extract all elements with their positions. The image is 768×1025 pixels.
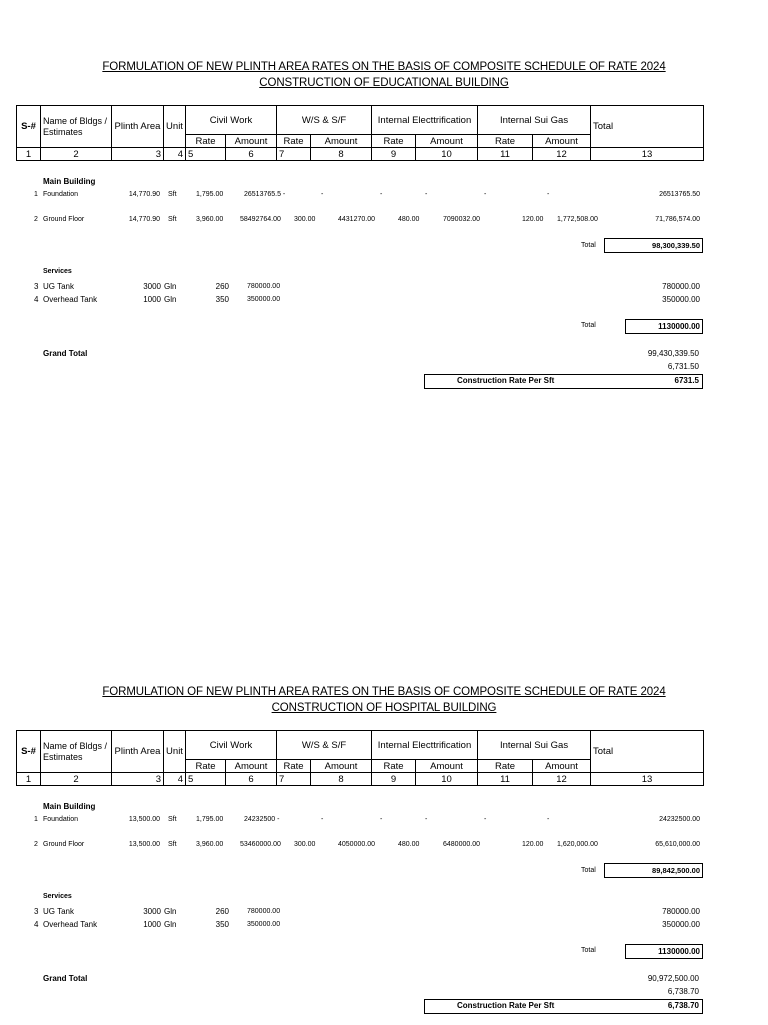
- ws-rate: -: [321, 816, 324, 823]
- col-number: 2: [41, 148, 112, 161]
- col-number: 1: [17, 148, 41, 161]
- civil-rate: 1,795.00: [196, 816, 224, 823]
- row-name: Foundation: [43, 816, 79, 823]
- col-number: 3: [112, 773, 164, 786]
- sheet-title: FORMULATION OF NEW PLINTH AREA RATES ON THE BASIS OF COMPOSITE SCHEDULE OF RATE 2024: [102, 61, 666, 73]
- col-number: 1: [17, 773, 41, 786]
- col-number: 9: [372, 148, 416, 161]
- gas-amount: 1,620,000.00: [557, 841, 598, 848]
- col-rate: Rate: [372, 135, 416, 148]
- row-number: 1: [34, 191, 38, 198]
- col-rate: Rate: [478, 135, 533, 148]
- row-total: 71,786,574.00: [655, 216, 700, 223]
- grand-total-label: Grand Total: [43, 974, 88, 983]
- row-total: 780000.00: [662, 282, 700, 291]
- elec-rate: 480.00: [398, 216, 420, 223]
- row-number: 1: [34, 816, 38, 823]
- rate-per-sft-label: Construction Rate Per Sft: [457, 1001, 555, 1010]
- col-amount: Amount: [533, 135, 591, 148]
- col-unit: Unit: [164, 731, 186, 773]
- ws-amount: 4431270.00: [338, 216, 375, 223]
- col-number: 13: [591, 148, 704, 161]
- col-number: 8: [311, 148, 372, 161]
- col-civil: Civil Work: [186, 106, 277, 135]
- services-label: Services: [43, 893, 72, 900]
- total-label: Total: [581, 867, 596, 874]
- col-name: Name of Bldgs / Estimates: [41, 731, 112, 773]
- plinth-area: 14,770.90: [128, 191, 160, 198]
- col-number: 12: [533, 148, 591, 161]
- col-amount: Amount: [226, 760, 277, 773]
- rate-per-sft-box: [424, 374, 703, 389]
- row-name: UG Tank: [43, 282, 74, 291]
- civil-amount: 26513765.5 -: [244, 191, 286, 198]
- row-total: 24232500.00: [659, 816, 700, 823]
- plinth-area: 13,500.00: [128, 841, 160, 848]
- rate-per-sft-box: [424, 999, 703, 1014]
- col-gas: Internal Sui Gas: [478, 731, 591, 760]
- row-number: 3: [34, 282, 39, 291]
- civil-rate: 3,960.00: [196, 216, 224, 223]
- total-label: Total: [581, 947, 596, 954]
- row-total: 65,610,000.00: [655, 841, 700, 848]
- header-table: [16, 105, 704, 161]
- grand-total-value: 99,430,339.50: [647, 349, 699, 358]
- row-number: 4: [34, 920, 39, 929]
- col-plinth: Plinth Area: [112, 731, 164, 773]
- col-number: 6: [226, 148, 277, 161]
- civil-rate: 1,795.00: [196, 191, 224, 198]
- ws-amount: 4050000.00: [338, 841, 375, 848]
- row-total: 780000.00: [662, 907, 700, 916]
- civil-amount: 350000.00: [247, 921, 281, 928]
- elec-amount: -: [484, 191, 487, 198]
- col-rate: Rate: [478, 760, 533, 773]
- col-number: 3: [112, 148, 164, 161]
- civil-amount: 350000.00: [247, 296, 281, 303]
- col-number: 7: [277, 148, 311, 161]
- gas-rate: -: [547, 816, 550, 823]
- elec-rate: -: [425, 816, 428, 823]
- plinth-area: 14,770.90: [128, 216, 160, 223]
- quantity: 3000: [143, 907, 161, 916]
- col-sno: S-#: [17, 731, 41, 773]
- ws-rate: 300.00: [294, 841, 316, 848]
- col-number: 10: [416, 773, 478, 786]
- civil-amount: 58492764.00: [240, 216, 281, 223]
- col-number: 13: [591, 773, 704, 786]
- rate-per-sft-value: 6,731.50: [667, 362, 699, 371]
- column-number-row: [17, 148, 704, 161]
- plinth-area: 13,500.00: [128, 816, 160, 823]
- col-number: 9: [372, 773, 416, 786]
- ws-rate: 300.00: [294, 216, 316, 223]
- col-number: 4: [164, 148, 186, 161]
- grand-total-label: Grand Total: [43, 349, 88, 358]
- gas-rate: 120.00: [522, 841, 544, 848]
- col-number: 2: [41, 773, 112, 786]
- civil-amount: 780000.00: [247, 908, 281, 915]
- col-rate: Rate: [277, 760, 311, 773]
- ws-amount: -: [380, 816, 383, 823]
- col-amount: Amount: [416, 760, 478, 773]
- row-number: 4: [34, 295, 39, 304]
- elec-amount: -: [484, 816, 487, 823]
- row-number: 2: [34, 216, 38, 223]
- services-label: Services: [43, 268, 72, 275]
- col-civil: Civil Work: [186, 731, 277, 760]
- services-total: 1130000.00: [625, 944, 703, 959]
- quantity: 1000: [143, 920, 161, 929]
- column-number-row: [17, 773, 704, 786]
- col-amount: Amount: [533, 760, 591, 773]
- col-number: 5: [186, 773, 226, 786]
- col-sno: S-#: [17, 106, 41, 148]
- row-name: Overhead Tank: [43, 295, 98, 304]
- elec-rate: 480.00: [398, 841, 420, 848]
- civil-rate: 3,960.00: [196, 841, 224, 848]
- row-number: 2: [34, 841, 38, 848]
- col-total: Total: [591, 731, 704, 773]
- col-amount: Amount: [416, 135, 478, 148]
- unit: Sft: [168, 216, 177, 223]
- main-building-total: 89,842,500.00: [604, 863, 703, 878]
- col-rate: Rate: [186, 135, 226, 148]
- ws-amount: -: [380, 191, 383, 198]
- unit: Sft: [168, 841, 177, 848]
- civil-rate: 350: [215, 920, 229, 929]
- row-number: 3: [34, 907, 39, 916]
- row-total: 26513765.50: [659, 191, 700, 198]
- col-number: 12: [533, 773, 591, 786]
- col-rate: Rate: [186, 760, 226, 773]
- row-name: Foundation: [43, 191, 79, 198]
- sheet-subtitle: CONSTRUCTION OF EDUCATIONAL BUILDING: [259, 77, 509, 89]
- col-unit: Unit: [164, 106, 186, 148]
- col-number: 11: [478, 148, 533, 161]
- col-number: 5: [186, 148, 226, 161]
- quantity: 1000: [143, 295, 161, 304]
- col-number: 8: [311, 773, 372, 786]
- col-number: 6: [226, 773, 277, 786]
- col-gas: Internal Sui Gas: [478, 106, 591, 135]
- civil-amount: 24232500 -: [244, 816, 280, 823]
- col-ws: W/S & S/F: [277, 106, 372, 135]
- unit: Gln: [164, 920, 177, 929]
- rate-per-sft-value: 6,738.70: [667, 987, 699, 996]
- rate-per-sft-result: 6731.5: [674, 376, 699, 385]
- gas-rate: -: [547, 191, 550, 198]
- civil-amount: 780000.00: [247, 283, 281, 290]
- row-name: Ground Floor: [43, 841, 85, 848]
- sheet-subtitle: CONSTRUCTION OF HOSPITAL BUILDING: [271, 702, 497, 714]
- row-name: Overhead Tank: [43, 920, 98, 929]
- unit: Gln: [164, 907, 177, 916]
- col-number: 4: [164, 773, 186, 786]
- col-rate: Rate: [277, 135, 311, 148]
- col-elec: Internal Electtrification: [372, 731, 478, 760]
- col-number: 7: [277, 773, 311, 786]
- total-label: Total: [581, 242, 596, 249]
- col-amount: Amount: [226, 135, 277, 148]
- col-number: 10: [416, 148, 478, 161]
- col-name: Name of Bldgs / Estimates: [41, 106, 112, 148]
- grand-total-value: 90,972,500.00: [647, 974, 699, 983]
- main-building-total: 98,300,339.50: [604, 238, 703, 253]
- rate-per-sft-result: 6,738.70: [667, 1001, 699, 1010]
- civil-rate: 260: [215, 907, 229, 916]
- elec-amount: 7090032.00: [443, 216, 480, 223]
- unit: Sft: [168, 816, 177, 823]
- col-plinth: Plinth Area: [112, 106, 164, 148]
- row-name: Ground Floor: [43, 216, 85, 223]
- gas-amount: 1,772,508.00: [557, 216, 598, 223]
- civil-rate: 260: [215, 282, 229, 291]
- elec-amount: 6480000.00: [443, 841, 480, 848]
- services-total: 1130000.00: [625, 319, 703, 334]
- unit: Gln: [164, 282, 177, 291]
- rate-per-sft-label: Construction Rate Per Sft: [457, 376, 555, 385]
- estimate-section: [0, 625, 768, 1025]
- col-number: 11: [478, 773, 533, 786]
- row-total: 350000.00: [662, 295, 700, 304]
- sheet-title: FORMULATION OF NEW PLINTH AREA RATES ON THE BASIS OF COMPOSITE SCHEDULE OF RATE 2024: [102, 686, 666, 698]
- main-building-label: Main Building: [43, 802, 96, 811]
- unit: Gln: [164, 295, 177, 304]
- civil-amount: 53460000.00: [240, 841, 281, 848]
- col-amount: Amount: [311, 760, 372, 773]
- estimate-section: [0, 0, 768, 400]
- elec-rate: -: [425, 191, 428, 198]
- total-label: Total: [581, 322, 596, 329]
- col-ws: W/S & S/F: [277, 731, 372, 760]
- ws-rate: -: [321, 191, 324, 198]
- civil-rate: 350: [215, 295, 229, 304]
- col-rate: Rate: [372, 760, 416, 773]
- col-elec: Internal Electtrification: [372, 106, 478, 135]
- col-total: Total: [591, 106, 704, 148]
- row-total: 350000.00: [662, 920, 700, 929]
- row-name: UG Tank: [43, 907, 74, 916]
- gas-rate: 120.00: [522, 216, 544, 223]
- col-amount: Amount: [311, 135, 372, 148]
- main-building-label: Main Building: [43, 177, 96, 186]
- unit: Sft: [168, 191, 177, 198]
- header-table: [16, 730, 704, 786]
- quantity: 3000: [143, 282, 161, 291]
